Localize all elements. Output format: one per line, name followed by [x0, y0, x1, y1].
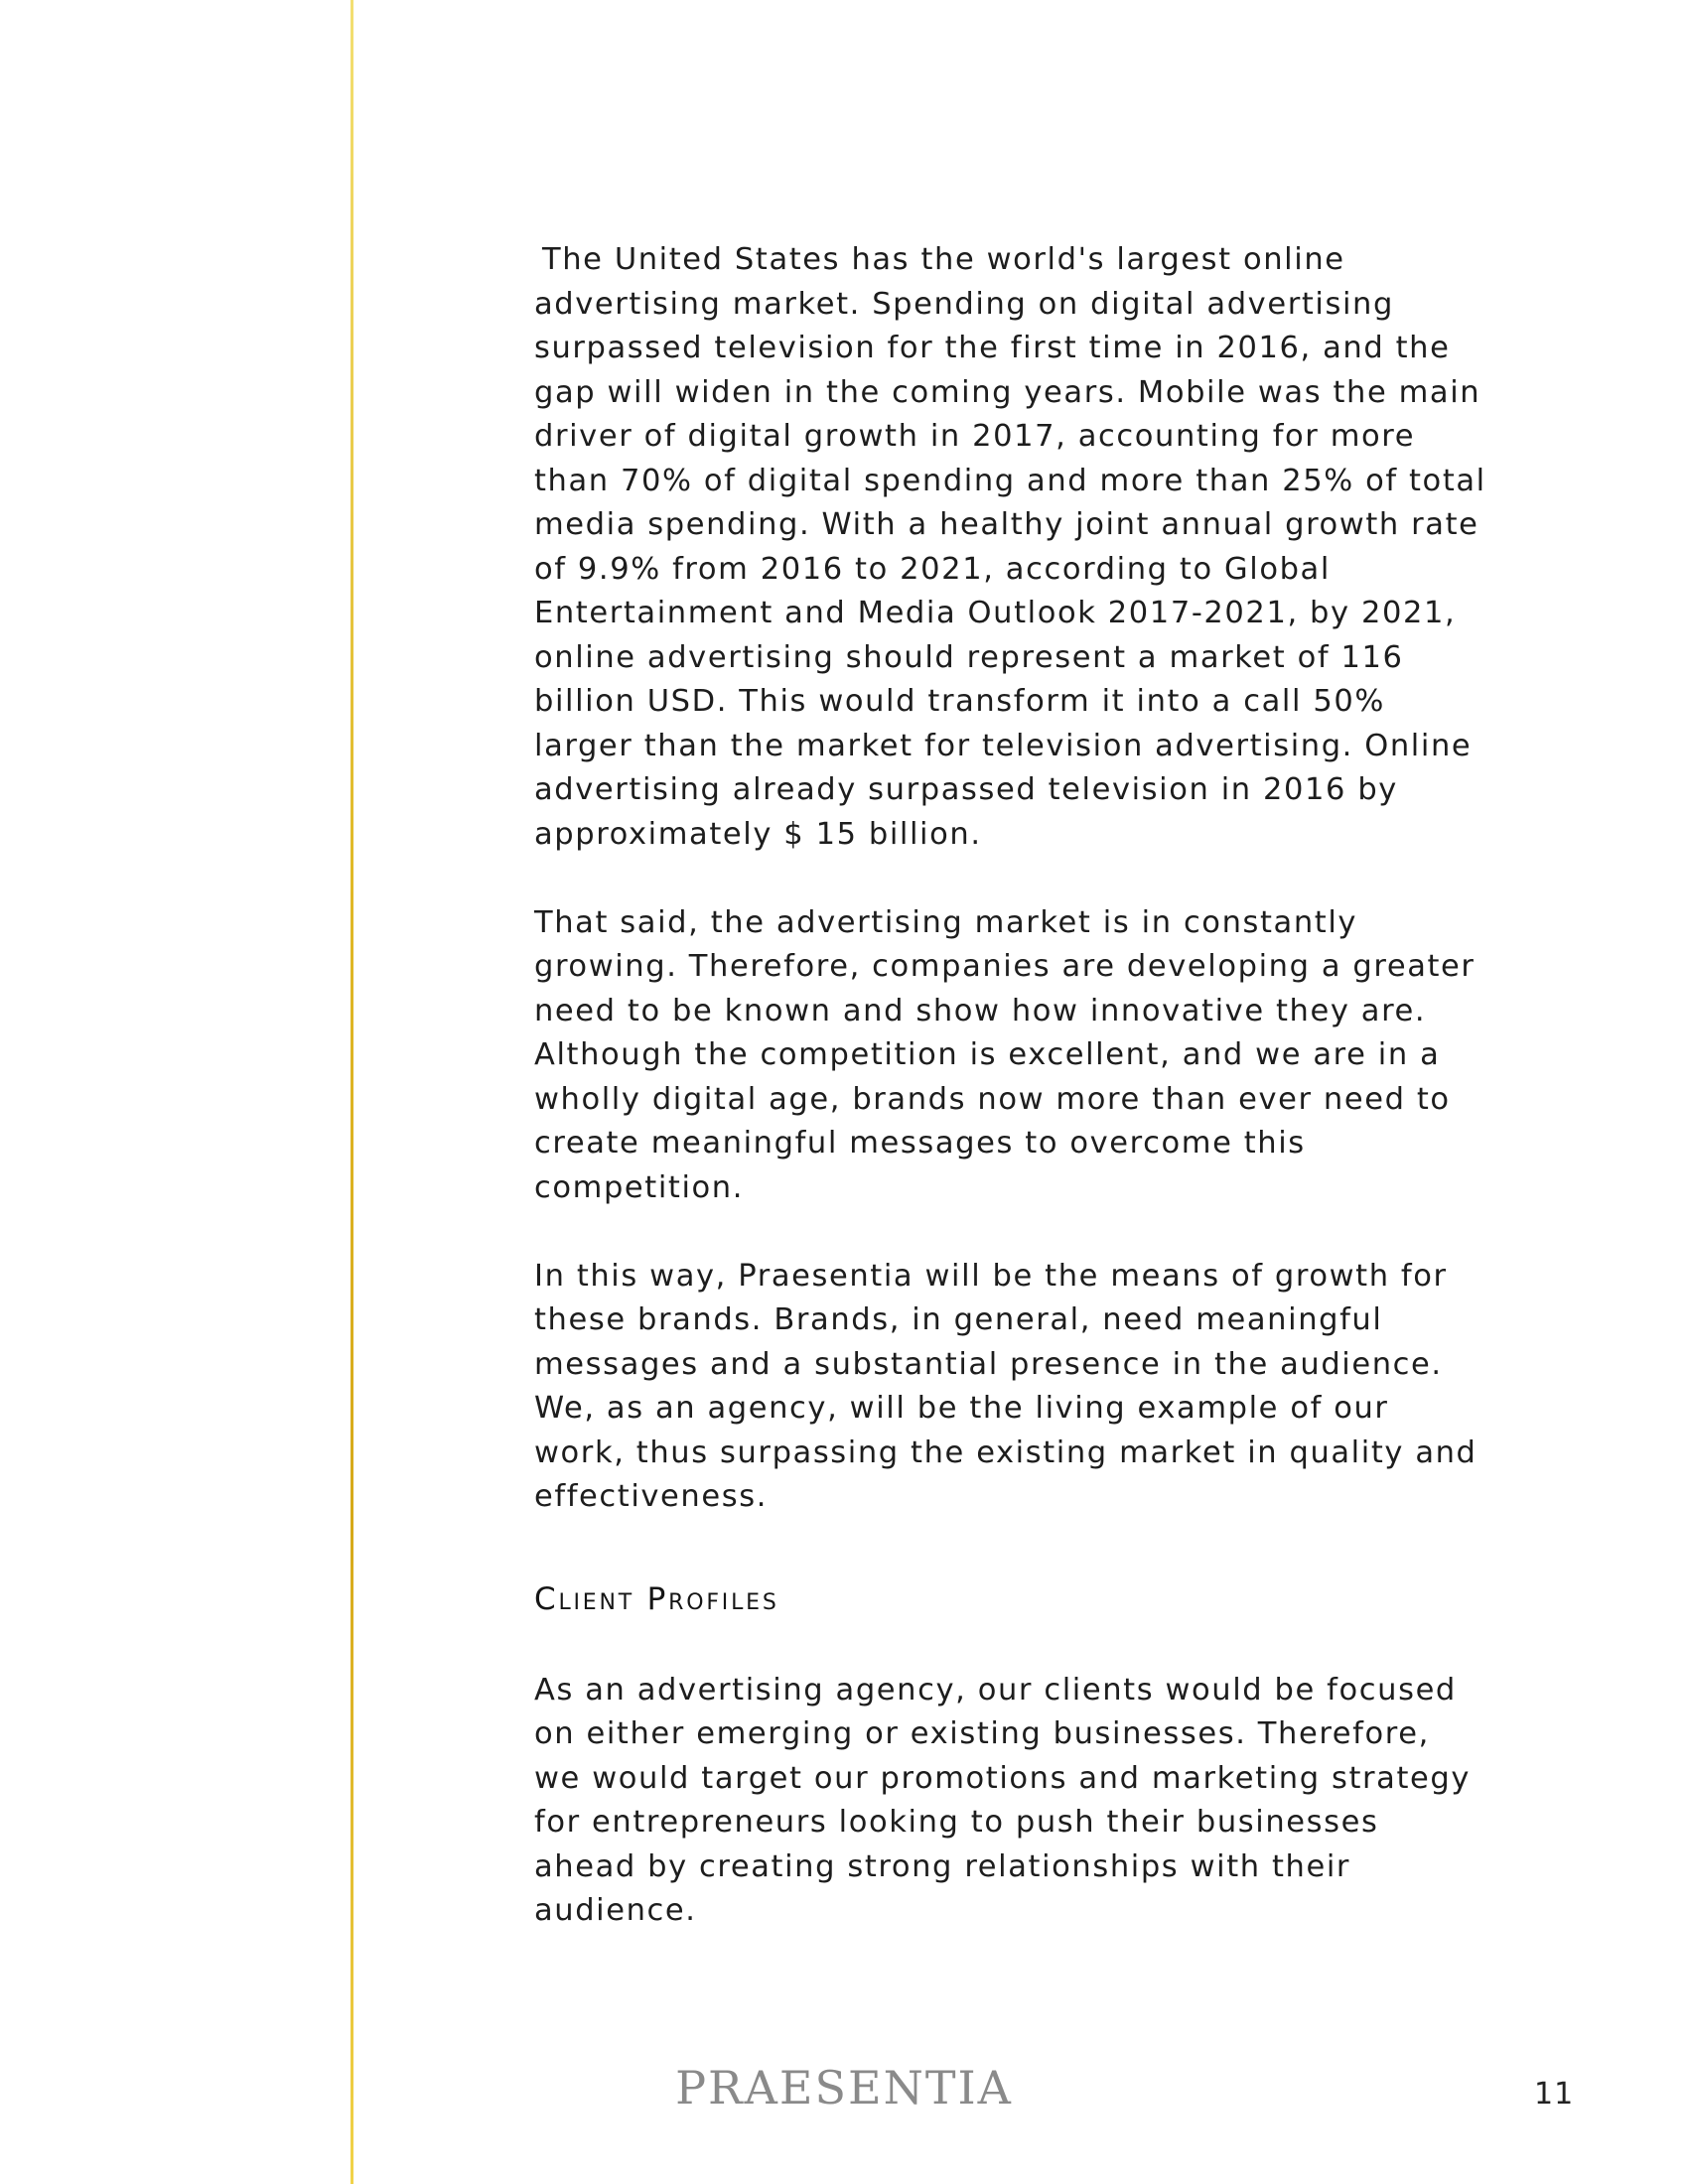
- section-heading-client-profiles: Client Profiles: [534, 1580, 779, 1617]
- body-paragraph-market: The United States has the world's largest online advertising market. Spending on digital advertising surpassed television for the first time in 2016, and the gap will widen in the coming years. Mobile was the main driver of digital growth in 2017, accounting for more than 70% of digital spending and more than 25% of total media spending. With a healthy joint annual growth rate of 9.9% from 2016 to 2021, according to Global Entertainment and Media Outlook 2017-2021, by 2021, online advertising should represent a market of 116 billion USD. This would transform it into a call 50% larger than the market for television advertising. Online advertising already surpassed television in 2016 by approximately $ 15 billion.: [534, 242, 1486, 852]
- page-content: [534, 238, 1487, 1934]
- body-paragraph-praesentia: In this way, Praesentia will be the means of growth for these brands. Brands, in general, need meaningful messages and a substantial presence in the audience. We, as an agency, will be the living example of our work, thus surpassing the existing market in quality and effectiveness.: [534, 1258, 1477, 1514]
- footer-brand-logo: PRAESENTIA: [675, 2061, 1013, 2115]
- gold-vertical-rule: [351, 0, 353, 2184]
- body-paragraph-growth: That said, the advertising market is in constantly growing. Therefore, companies are developing a greater need to be known and show how innovative they are. Although the competition is excellent, and we are in a wholly digital age, brands now more than ever need to create meaningful messages to overcome this competition.: [534, 904, 1476, 1205]
- page-number: 11: [1534, 2077, 1575, 2112]
- body-paragraph-clients: As an advertising agency, our clients would be focused on either emerging or existing businesses. Therefore, we would target our promotions and marketing strategy for entrepreneurs looking to push their businesses ahead by creating strong relationships with their audience.: [534, 1672, 1471, 1928]
